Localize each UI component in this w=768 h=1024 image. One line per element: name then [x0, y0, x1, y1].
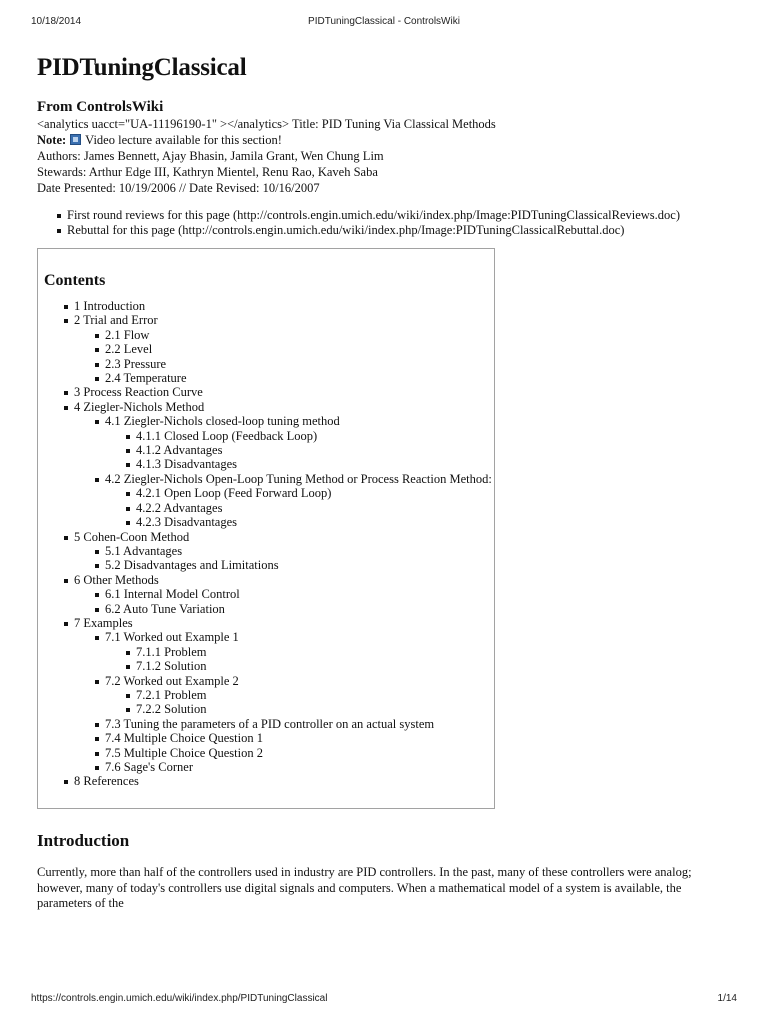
site-subtitle: From ControlsWiki — [37, 99, 164, 115]
toc-item[interactable] — [136, 702, 488, 716]
toc-item[interactable] — [105, 717, 488, 731]
toc-item-label[interactable]: 7.5 Multiple Choice Question 2 — [105, 745, 263, 760]
video-icon[interactable] — [70, 134, 81, 145]
toc-sublist — [74, 587, 488, 616]
toc-item[interactable] — [74, 573, 488, 616]
toc-item[interactable] — [105, 471, 492, 530]
toc-item[interactable] — [74, 774, 488, 788]
toc-sublist — [105, 688, 488, 717]
review-link-rebuttal[interactable]: Rebuttal for this page (http://controls.engin.umich.edu/wiki/index.php/Image:PIDTuningClassicalRebuttal.doc) — [67, 223, 737, 238]
toc-item-label[interactable]: 4 Ziegler-Nichols Method — [74, 399, 205, 414]
toc-item[interactable] — [105, 558, 488, 572]
toc-item[interactable] — [136, 515, 488, 529]
reviews-list — [37, 208, 737, 238]
toc-item-label[interactable]: 7.1.2 Solution — [136, 659, 207, 674]
toc-item-label[interactable]: 7 Examples — [74, 615, 133, 630]
toc-item-label[interactable]: 3 Process Reaction Curve — [74, 385, 203, 400]
toc-sublist — [105, 429, 488, 472]
toc-item[interactable] — [74, 616, 488, 774]
toc-item-label[interactable]: 4.2.1 Open Loop (Feed Forward Loop) — [136, 486, 332, 501]
toc-item-label[interactable]: 4.1.3 Disadvantages — [136, 457, 238, 472]
toc-item-label[interactable]: 8 References — [74, 774, 139, 789]
toc-item[interactable] — [74, 385, 488, 399]
print-footer — [31, 993, 737, 1007]
toc-item-label[interactable]: 2.4 Temperature — [105, 371, 187, 386]
dates-line: Date Presented: 10/19/2006 // Date Revised: 10/16/2007 — [37, 181, 320, 195]
toc-item-label[interactable]: 7.1 Worked out Example 1 — [105, 630, 239, 645]
analytics-line: <analytics uacct="UA-11196190-1" ></analytics> Title: PID Tuning Via Classical Methods — [37, 117, 496, 131]
article-content — [37, 52, 737, 912]
toc-item-label[interactable]: 4.1.2 Advantages — [136, 443, 223, 458]
toc-item[interactable] — [74, 313, 488, 385]
toc-sublist — [105, 486, 488, 529]
toc-list — [44, 299, 492, 789]
toc-item-label[interactable]: 7.1.1 Problem — [136, 644, 207, 659]
toc-item-label[interactable]: 6.1 Internal Model Control — [105, 587, 240, 602]
toc-item[interactable] — [105, 674, 488, 717]
introduction-text: Currently, more than half of the controllers used in industry are PID controllers. In the past, many of these controllers were analog; however, many of today's controllers use digital signals and computers. When a mathematical model of a system is available, the parameters of the — [37, 865, 692, 910]
toc-item[interactable] — [105, 602, 488, 616]
toc-item-label[interactable]: 2.2 Level — [105, 342, 153, 357]
toc-item[interactable] — [105, 328, 488, 342]
toc-item[interactable] — [105, 371, 488, 385]
page-number: 1/14 — [717, 993, 737, 1004]
review-link-first-round[interactable]: First round reviews for this page (http://controls.engin.umich.edu/wiki/index.php/Image:PIDTuningClassicalReviews.doc) — [67, 208, 737, 223]
toc-item[interactable] — [105, 731, 488, 745]
stewards-line: Stewards: Arthur Edge III, Kathryn Mientel, Renu Rao, Kaveh Saba — [37, 165, 378, 179]
toc-item-label[interactable]: 6 Other Methods — [74, 572, 159, 587]
toc-item[interactable] — [105, 746, 488, 760]
note-text: Video lecture available for this section! — [82, 133, 282, 147]
toc-sublist — [105, 645, 488, 674]
toc-item-label[interactable]: 7.3 Tuning the parameters of a PID controller on an actual system — [105, 716, 435, 731]
toc-item[interactable] — [105, 760, 488, 774]
authors-line: Authors: James Bennett, Ajay Bhasin, Jamila Grant, Wen Chung Lim — [37, 149, 384, 163]
toc-item-label[interactable]: 2.1 Flow — [105, 327, 150, 342]
toc-item[interactable] — [105, 544, 488, 558]
toc-sublist — [74, 414, 492, 530]
toc-item-label[interactable]: 4.2.3 Disadvantages — [136, 515, 238, 530]
toc-item[interactable] — [105, 630, 488, 673]
toc-item[interactable] — [136, 486, 488, 500]
toc-item[interactable] — [136, 443, 488, 457]
toc-item-label[interactable]: 7.6 Sage's Corner — [105, 760, 194, 774]
note-label: Note: — [37, 133, 67, 147]
toc-item[interactable] — [136, 659, 488, 673]
toc-sublist — [74, 544, 488, 573]
table-of-contents — [37, 248, 495, 809]
toc-item-label[interactable]: 5 Cohen-Coon Method — [74, 529, 190, 544]
toc-item[interactable] — [105, 587, 488, 601]
toc-item-label[interactable]: 7.2.2 Solution — [136, 702, 207, 717]
toc-item-label[interactable]: 1 Introduction — [74, 299, 146, 313]
toc-item-label[interactable]: 2 Trial and Error — [74, 313, 158, 328]
print-url: https://controls.engin.umich.edu/wiki/index.php/PIDTuningClassical — [31, 993, 328, 1004]
toc-item-label[interactable]: 7.4 Multiple Choice Question 1 — [105, 731, 263, 746]
toc-item-label[interactable]: 4.2.2 Advantages — [136, 500, 223, 515]
toc-item-label[interactable]: 7.2 Worked out Example 2 — [105, 673, 239, 688]
toc-item[interactable] — [105, 342, 488, 356]
toc-item-label[interactable]: 4.1 Ziegler-Nichols closed-loop tuning method — [105, 414, 340, 429]
note-line — [37, 132, 737, 148]
toc-item-label[interactable]: 7.2.1 Problem — [136, 687, 207, 702]
toc-item[interactable] — [74, 399, 492, 530]
toc-item[interactable] — [136, 645, 488, 659]
toc-item-label[interactable]: 6.2 Auto Tune Variation — [105, 601, 225, 616]
toc-sublist — [74, 630, 488, 774]
toc-item[interactable] — [74, 299, 488, 313]
toc-sublist — [74, 328, 488, 386]
print-date: 10/18/2014 — [31, 16, 82, 27]
toc-item[interactable] — [136, 688, 488, 702]
toc-item[interactable] — [105, 414, 488, 472]
toc-item-label[interactable]: 4.2 Ziegler-Nichols Open-Loop Tuning Method or Process Reaction Method: — [105, 471, 492, 486]
toc-item-label[interactable]: 5.1 Advantages — [105, 543, 183, 558]
page-title: PIDTuningClassical — [37, 54, 247, 81]
toc-item-label[interactable]: 4.1.1 Closed Loop (Feedback Loop) — [136, 428, 318, 443]
introduction-heading: Introduction — [37, 831, 130, 850]
toc-item[interactable] — [136, 457, 488, 471]
toc-title: Contents — [44, 272, 106, 289]
toc-item-label[interactable]: 5.2 Disadvantages and Limitations — [105, 558, 279, 573]
toc-item-label[interactable]: 2.3 Pressure — [105, 356, 167, 371]
toc-item[interactable] — [74, 530, 488, 573]
toc-item[interactable] — [136, 429, 488, 443]
toc-item[interactable] — [105, 357, 488, 371]
print-header — [31, 16, 737, 30]
print-title: PIDTuningClassical - ControlsWiki — [308, 16, 460, 27]
toc-item[interactable] — [136, 501, 488, 515]
